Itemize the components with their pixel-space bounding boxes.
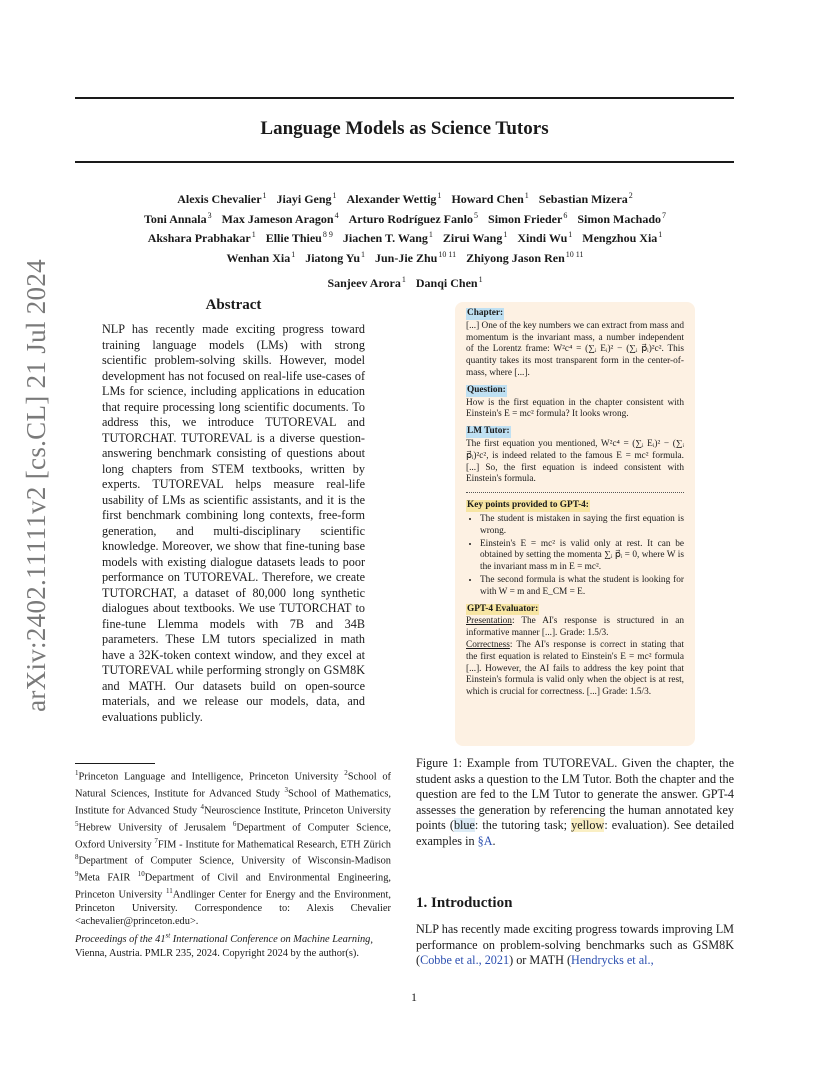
proceedings-prefix: Proceedings of the <box>75 934 156 946</box>
author-name <box>148 231 256 245</box>
footnote-mark: 10 <box>137 870 145 879</box>
caption-part4: . <box>492 833 496 848</box>
keypoints-section <box>466 500 684 598</box>
author-name-text: Sanjeev Arora <box>327 276 401 290</box>
footnote-mark: 3 <box>284 785 289 794</box>
footnote-text: Andlinger Center for Energy and the Environment, Princeton University. Correspondence to: Alexis Chevalier <achevalier@princeton.edu>. <box>75 889 391 928</box>
footnote-mark: 4 <box>200 802 204 811</box>
author-name-text: Xindi Wu <box>517 231 568 245</box>
author-name-text: Alexander Wettig <box>346 192 437 206</box>
author-name-text: Jun-Jie Zhu <box>375 250 438 265</box>
evaluator-label: GPT-4 Evaluator: <box>467 603 539 614</box>
author-name <box>443 231 507 245</box>
question-text: How is the first equation in the chapter consistent with Einstein's E = mc² formula? It looks wrong. <box>466 397 684 420</box>
author-affiliation-mark: 1 <box>478 275 483 284</box>
tutor-text: The first equation you mentioned, W²c⁴ = (∑ᵢ Eᵢ)² − (∑ᵢ p⃗ᵢ)²c², is indeed related to the famous E = mc² formula. [...] So, the first equation is indeed consistent with Einstein's formula. <box>466 438 684 485</box>
chapter-text: [...] One of the key numbers we can extract from mass and momentum is the invariant mass, a number independent of the Lorentz frame: W²c⁴ = (∑ᵢ Eᵢ)² − (∑ᵢ p⃗ᵢ)²c². This quantity takes its most transparent form in the center-of-mass, where [...]. <box>466 320 684 378</box>
correctness-text: : The AI's response is correct in stating that the first equation is related to Einstein's E = mc² formula [...]. However, the AI fails to address the key point that Einstein's formula is valid only when the object is at rest, which is crucial for correctness. [...] Grade: 1.5/3. <box>466 639 684 698</box>
paper-title: Language Models as Science Tutors <box>260 118 549 139</box>
author-name-text: Zhiyong Jason Ren <box>466 250 565 265</box>
author-name <box>222 212 339 226</box>
dotted-separator <box>466 492 684 493</box>
author-line <box>90 272 720 292</box>
introduction-text <box>416 922 734 969</box>
introduction-heading: 1. Introduction <box>416 895 513 911</box>
author-affiliation-mark: 1 <box>361 249 365 259</box>
footnote-text: School of Mathematics, Institute for Advanced Study <box>75 788 391 817</box>
author-line <box>90 208 720 228</box>
chapter-label: Chapter: <box>467 308 504 318</box>
author-affiliation-mark: 1 <box>262 191 267 200</box>
footnote-text: Hebrew University of Jerusalem <box>78 822 233 834</box>
author-name-text: Arturo Rodríguez Fanlo <box>348 211 474 226</box>
author-affiliation-mark: 5 <box>474 210 479 220</box>
proceedings-rest: , Vienna, Austria. PMLR 235, 2024. Copyright 2024 by the author(s). <box>75 934 373 959</box>
correctness-label: Correctness <box>466 639 510 650</box>
evaluator-section <box>466 604 684 699</box>
author-name-text: Danqi Chen <box>415 276 478 290</box>
author-name <box>343 231 433 245</box>
footnote-text: School of Natural Sciences, Institute for Advanced Study <box>75 771 392 800</box>
keypoint-item: • The second formula is what the student is looking for with W = m and E_CM = E. <box>480 575 684 599</box>
author-affiliation-mark: 1 <box>332 191 337 200</box>
author-name-text: Ellie Thieu <box>265 231 322 245</box>
author-name-text: Howard Chen <box>451 192 524 206</box>
author-name <box>582 231 662 245</box>
author-affiliation-mark: 2 <box>628 191 633 200</box>
footnote-text: Department of Computer Science, Oxford University <box>75 822 391 850</box>
author-name <box>277 192 337 206</box>
author-affiliation-mark: 1 <box>401 275 406 284</box>
footnote-mark: 6 <box>232 819 237 828</box>
keypoints-list <box>466 514 684 599</box>
footnote-text: FIM - Institute for Mathematical Research, ETH Zürich <box>157 838 392 850</box>
author-affiliation-mark: 6 <box>563 210 568 220</box>
page-number: 1 <box>411 990 417 1004</box>
author-name-text: Jiayi Geng <box>276 192 332 206</box>
question-label: Question: <box>467 384 506 395</box>
tutor-label: LM Tutor: <box>467 426 510 437</box>
author-affiliation-mark: 4 <box>334 210 339 220</box>
author-affiliation-mark: 10 11 <box>565 249 584 259</box>
intro-text-2: ) or MATH ( <box>509 953 572 967</box>
author-name-text: Mengzhou Xia <box>582 231 658 245</box>
author-affiliation-mark: 1 <box>291 249 296 259</box>
footnote-mark: 9 <box>75 870 79 879</box>
arxiv-id: arXiv:2402.11111v2 [cs.CL] 21 Jul 2024 <box>20 258 51 712</box>
author-name <box>327 276 405 290</box>
chapter-section <box>466 308 684 380</box>
footnote-text: Department of Computer Science, University of Wisconsin-Madison <box>78 855 391 867</box>
intro-text-1: NLP has recently made exciting progress towards improving LM performance on problem-solving benchmarks such as GSM8K ( <box>416 922 734 967</box>
author-name-text: Akshara Prabhakar <box>147 231 251 245</box>
author-name-text: Simon Machado <box>577 211 662 226</box>
proceedings-ordinal: 41 <box>155 934 166 946</box>
author-affiliation-mark: 1 <box>428 230 433 239</box>
caption-part3: : evaluation). See detailed examples in <box>416 818 734 848</box>
question-section <box>466 385 684 421</box>
caption-part1: Figure 1: Example from TUTOREVAL. Given the chapter, the student asks a question to the LM Tutor. Both the chapter and the question are fed to the LM Tutor to generate the answer. GPT-4 assesses the generation by referencing the human annotated key points ( <box>416 756 734 832</box>
author-name-text: Sebastian Mizera <box>538 192 628 206</box>
author-affiliation-mark: 1 <box>503 230 508 239</box>
author-affiliation-mark: 3 <box>207 210 212 220</box>
author-affiliation-mark: 10 11 <box>438 249 457 259</box>
caption-yellow-word: yellow <box>571 818 605 832</box>
author-name-text: Wenhan Xia <box>226 250 291 265</box>
proceedings-note <box>75 930 391 960</box>
figure-caption <box>416 756 734 849</box>
caption-blue-word: blue <box>453 818 475 832</box>
author-name <box>305 251 365 265</box>
title-bottom-rule <box>75 161 734 163</box>
author-name <box>517 231 572 245</box>
author-affiliation-mark: 1 <box>524 191 529 200</box>
presentation-label: Presentation <box>466 616 512 627</box>
proceedings-ordinal-suffix: st <box>165 932 171 940</box>
footnote-text: Princeton Language and Intelligence, Princeton University <box>78 771 345 783</box>
appendix-link[interactable]: §A <box>477 833 493 848</box>
caption-part2: : the tutoring task; <box>474 818 572 832</box>
affiliation-footnotes <box>75 767 391 929</box>
footnote-mark: 2 <box>344 769 348 777</box>
author-name <box>375 251 456 265</box>
footnote-mark: 1 <box>75 769 79 777</box>
footnote-text: Meta FAIR <box>78 872 138 884</box>
footnote-text: Department of Civil and Environmental Engineering, Princeton University <box>75 872 392 901</box>
author-name <box>349 212 478 226</box>
author-name-text: Max Jameson Aragon <box>221 211 334 226</box>
author-name <box>539 192 633 206</box>
author-block <box>90 188 720 292</box>
author-affiliation-mark: 1 <box>658 230 663 239</box>
author-name-text: Alexis Chevalier <box>177 192 262 206</box>
abstract-text: NLP has recently made exciting progress toward training language models (LMs) with strong scientific problem-solving skills. However, model development has not focused on real-life use-cases of LMs for science, including applications in education that require processing long scientific documents. To address this, we introduce TUTOREVAL and TUTORCHAT. TUTOREVAL is a diverse question-answering benchmark consisting of questions about long chapters from STEM textbooks, written by experts. TUTOREVAL helps measure real-life usability of LMs as scientific assistants, and it is the first benchmark combining long contexts, free-form generation, and multi-disciplinary scientific knowledge. Moreover, we show that fine-tuning base models with existing dialogue datasets leads to poor performance on TUTOREVAL. Therefore, we create TUTORCHAT, a dataset of 80,000 long synthetic dialogues about textbooks. We use TUTORCHAT to fine-tune Llemma models with 7B and 34B parameters. These LM tutors specialized in math have a 32K-token context window, and they excel at TUTOREVAL while performing strongly on GSM8K and MATH. Our datasets build on open-source materials, and we release our models, data, and evaluations publicly. <box>102 322 365 724</box>
tutor-section <box>466 426 684 486</box>
proceedings-conference: International Conference on Machine Learning <box>170 934 371 946</box>
author-name <box>416 276 483 290</box>
footnote-mark: 8 <box>75 853 79 862</box>
author-name <box>177 192 266 206</box>
abstract-heading: Abstract <box>205 297 262 313</box>
author-name-text: Simon Frieder <box>488 211 563 226</box>
author-name <box>266 231 333 245</box>
author-affiliation-mark: 8 9 <box>322 230 333 239</box>
figure-1-example <box>455 302 695 746</box>
author-name-text: Jiatong Yu <box>305 250 360 265</box>
citation-hendrycks[interactable]: Hendrycks et al., <box>571 953 654 967</box>
footnote-text: Neuroscience Institute, Princeton University <box>203 805 391 817</box>
author-name <box>466 251 583 265</box>
footnote-rule <box>75 763 155 764</box>
top-rule <box>75 97 734 99</box>
author-line <box>90 188 720 208</box>
author-name <box>227 251 296 265</box>
author-name <box>347 192 442 206</box>
author-name <box>488 212 567 226</box>
author-line <box>90 227 720 247</box>
footnote-mark: 5 <box>75 819 79 828</box>
author-affiliation-mark: 1 <box>437 191 442 200</box>
author-affiliation-mark: 7 <box>662 210 667 220</box>
presentation-text: : The AI's response is structured in an informative manner [...]. Grade: 1.5/3. <box>466 616 684 639</box>
arxiv-stamp <box>18 258 54 712</box>
keypoint-item: • The student is mistaken in saying the first equation is wrong. <box>480 514 684 538</box>
author-name-text: Zirui Wang <box>442 231 503 245</box>
citation-cobbe[interactable]: Cobbe et al., 2021 <box>420 953 510 967</box>
author-name-text: Jiachen T. Wang <box>342 231 428 245</box>
author-name-text: Toni Annala <box>143 211 207 226</box>
author-affiliation-mark: 1 <box>568 230 573 239</box>
keypoints-label: Key points provided to GPT-4: <box>467 500 589 511</box>
author-name <box>451 192 528 206</box>
author-name <box>577 212 666 226</box>
author-name <box>144 212 212 226</box>
footnote-mark: 7 <box>154 836 158 845</box>
author-affiliation-mark: 1 <box>251 230 256 239</box>
keypoint-item: • Einstein's E = mc² is valid only at rest. It can be obtained by setting the momenta ∑ᵢ p⃗ᵢ = 0, where W is the invariant mass m in E = mc². <box>480 539 684 574</box>
author-line <box>90 247 720 267</box>
footnote-mark: 11 <box>166 887 173 896</box>
